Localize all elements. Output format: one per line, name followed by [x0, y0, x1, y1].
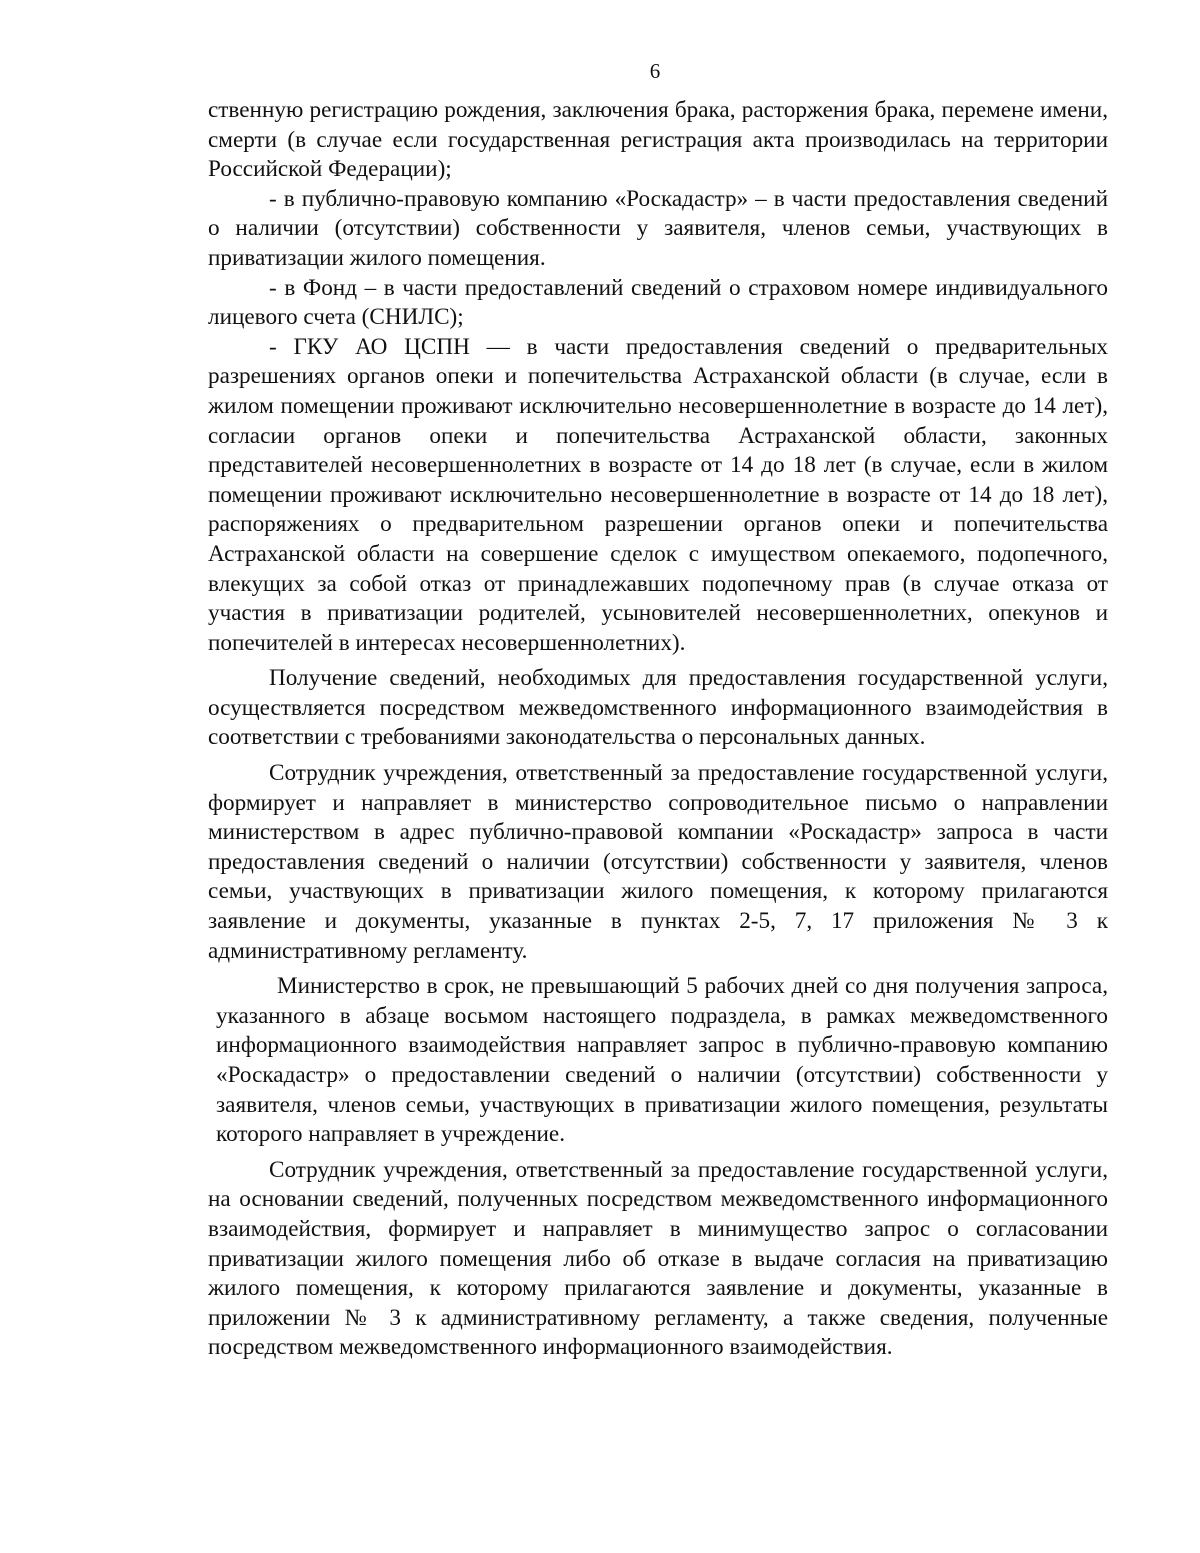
paragraph: - ГКУ АО ЦСПН — в части предоставления сведений о предварительных разрешениях органов опеки и попечительства Астраханской области (в случае, если в жилом помещении проживают исключительно несовершеннолетние в возрасте до 14 лет), согласии органов опеки и попечительства Астраханской области, законных представителей несовершеннолетних в возрасте от 14 до 18 лет (в случае, если в жилом помещении проживают исключительно несовершеннолетние в возрасте от 14 до 18 лет), распоряжениях о предварительном разрешении органов опеки и попечительства Астраханской области на совершение сделок с имуществом опекаемого, подопечного, влекущих за собой отказ от принадлежавших подопечному прав (в случае отказа от участия в приватизации родителей, усыновителей несовершеннолетних, опекунов и попечителей в интересах несовершеннолетних).: [208, 333, 1108, 656]
paragraph: Министерство в срок, не превышающий 5 рабочих дней со дня получения запроса, указанного в абзаце восьмом настоящего подраздела, в рамках межведомственного информационного взаимодействия направляет запрос в публично-правовую компанию «Роскадастр» о предоставлении сведений о наличии (отсутствии) собственности у заявителя, членов семьи, участвующих в приватизации жилого помещения, результаты которого направляет в учреждение.: [216, 973, 1108, 1148]
paragraph: ственную регистрацию рождения, заключения брака, расторжения брака, перемене имени, смерти (в случае если государственная регистрация акта производилась на территории Российской Федерации);: [208, 97, 1108, 183]
paragraph: Сотрудник учреждения, ответственный за предоставление государственной услуги, на основании сведений, полученных посредством межведомственного информационного взаимодействия, формирует и направляет в минимущество запрос о согласовании приватизации жилого помещения либо об отказе в выдаче согласия на приватизацию жилого помещения, к которому прилагаются заявление и документы, указанные в приложении № 3 к административному регламенту, а также сведения, полученные посредством межведомственного информационного взаимодействия.: [208, 1156, 1108, 1361]
paragraph: - в публично-правовую компанию «Роскадастр» – в части предоставления сведений о наличии (отсутствии) собственности у заявителя, членов семьи, участвующих в приватизации жилого помещения.: [208, 185, 1108, 271]
paragraph: Сотрудник учреждения, ответственный за предоставление государственной услуги, формирует и направляет в министерство сопроводительное письмо о направлении министерством в адрес публично-правовой компании «Роскадастр» запроса в части предоставления сведений о наличии (отсутствии) собственности у заявителя, членов семьи, участвующих в приватизации жилого помещения, к которому прилагаются заявление и документы, указанные в пунктах 2-5, 7, 17 приложения № 3 к административному регламенту.: [208, 760, 1108, 964]
page-number: 6: [649, 59, 661, 83]
document-body: [208, 96, 1108, 1363]
paragraph: Получение сведений, необходимых для предоставления государственной услуги, осуществляется посредством межведомственного информационного взаимодействия в соответствии с требованиями законодательства о персональных данных.: [208, 665, 1108, 751]
paragraph: - в Фонд – в части предоставлений сведений о страховом номере индивидуального лицевого счета (СНИЛС);: [208, 274, 1108, 331]
